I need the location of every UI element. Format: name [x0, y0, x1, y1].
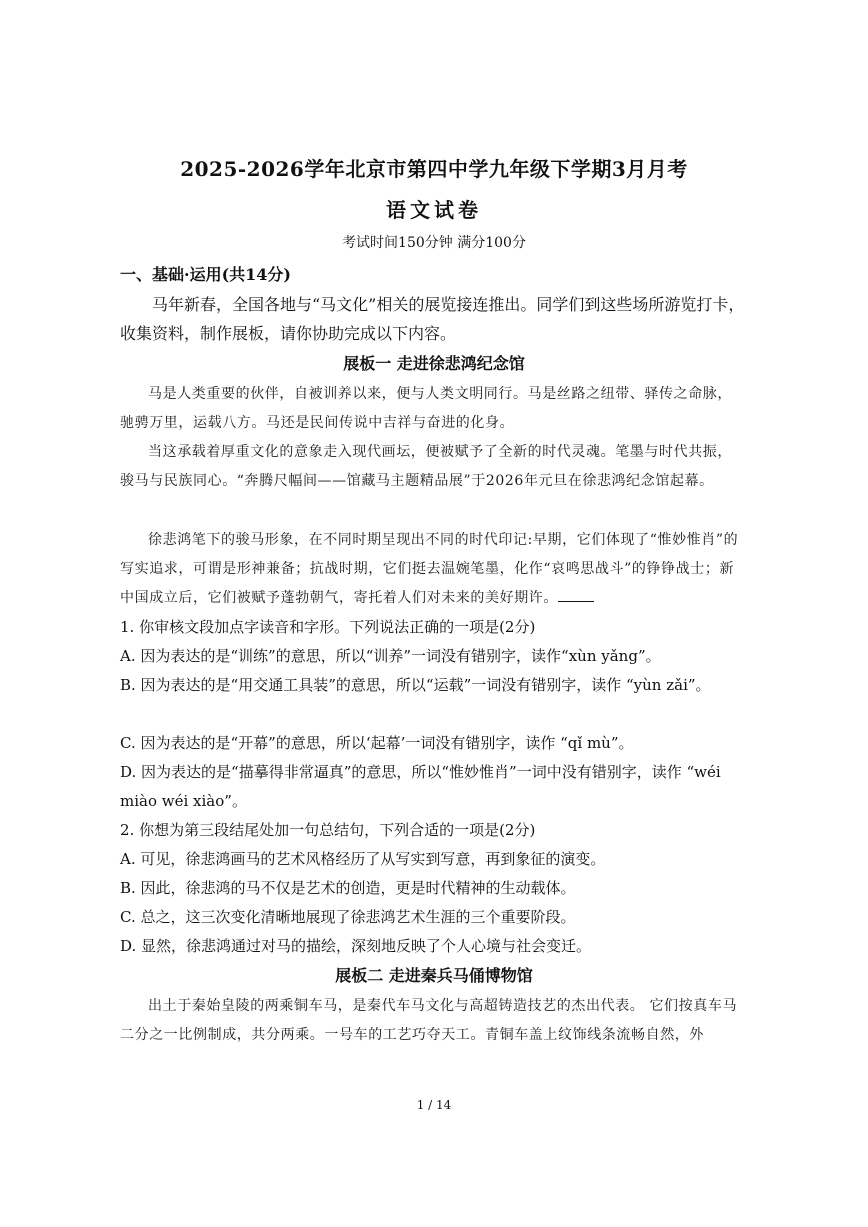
board1-paragraph-1: 马是人类重要的伙伴，自被训养以来，便与人类文明同行。马是丝路之纽带、驿传之命脉，驰骋万里，运载八方。马还是民间传说中吉祥与奋进的化身。	[120, 386, 732, 431]
exam-subtitle: 语文试卷	[386, 198, 482, 222]
question-2-option-b: B. 因此，徐悲鸿的马不仅是艺术的创造，更是时代精神的生动载体。	[120, 879, 576, 897]
board2-title: 展板二 走进秦兵马俑博物馆	[335, 966, 533, 985]
question-1-option-c: C. 因为表达的是“开幕”的意思，所以‘起幕’一词没有错别字，读作 “qǐ mù”。	[120, 734, 634, 752]
section-heading: 一、基础·运用(共14分)	[120, 265, 291, 284]
board1-paragraph-3	[120, 526, 740, 613]
question-1-option-b: B. 因为表达的是“用交通工具装”的意思，所以“运载”一词没有错别字，读作 “yùn zǎi”。	[120, 676, 711, 694]
exam-title: 2025-2026学年北京市第四中学九年级下学期3月月考	[180, 157, 688, 181]
board2-paragraph-1: 出土于秦始皇陵的两乘铜车马，是秦代车马文化与高超铸造技艺的杰出代表。 它们按真车马二分之一比例制成，共分两乘。一号车的工艺巧夺天工。青铜车盖上纹饰线条流畅自然，外	[120, 998, 738, 1043]
question-2-stem: 2. 你想为第三段结尾处加一句总结句，下列合适的一项是(2分)	[120, 821, 536, 839]
page-number: 1 / 14	[416, 1098, 452, 1112]
question-1-stem: 1. 你审核文段加点字读音和字形。下列说法正确的一项是(2分)	[120, 618, 536, 636]
question-2-option-d: D. 显然，徐悲鸿通过对马的描绘，深刻地反映了个人心境与社会变迁。	[120, 937, 592, 955]
exam-info: 考试时间150分钟 满分100分	[342, 235, 526, 251]
section-intro: 马年新春，全国各地与“马文化”相关的展览接连推出。同学们到这些场所游览打卡，收集资料，制作展板，请你协助完成以下内容。	[120, 295, 745, 343]
answer-blank	[558, 587, 594, 602]
question-1-option-d: D. 因为表达的是“描摹得非常逼真”的意思，所以“惟妙惟肖”一词中没有错别字，读作 “wéi miào wéi xiào”。	[120, 763, 721, 810]
board1-title: 展板一 走进徐悲鸿纪念馆	[343, 354, 525, 373]
board1-paragraph-2: 当这承载着厚重文化的意象走入现代画坛，便被赋予了全新的时代灵魂。笔墨与时代共振，骏马与民族同心。“奔腾尺幅间——馆藏马主题精品展”于2026年元旦在徐悲鸿纪念馆起幕。	[120, 444, 732, 489]
question-2-option-a: A. 可见，徐悲鸿画马的艺术风格经历了从写实到写意，再到象征的演变。	[120, 850, 606, 868]
question-2-option-c: C. 总之，这三次变化清晰地展现了徐悲鸿艺术生涯的三个重要阶段。	[120, 908, 576, 926]
question-1-option-a: A. 因为表达的是“训练”的意思，所以“训养”一词没有错别字，读作“xùn yǎng”。	[120, 647, 661, 665]
board1-paragraph-3-text: 徐悲鸿笔下的骏马形象，在不同时期呈现出不同的时代印记:早期，它们体现了“惟妙惟肖”的写实追求，可谓是形神兼备；抗战时期，它们挺去温婉笔墨，化作“哀鸣思战斗”的铮铮战士；新中国成立后，它们被赋予蓬勃朝气，寄托着人们对未来的美好期许。	[120, 532, 739, 606]
